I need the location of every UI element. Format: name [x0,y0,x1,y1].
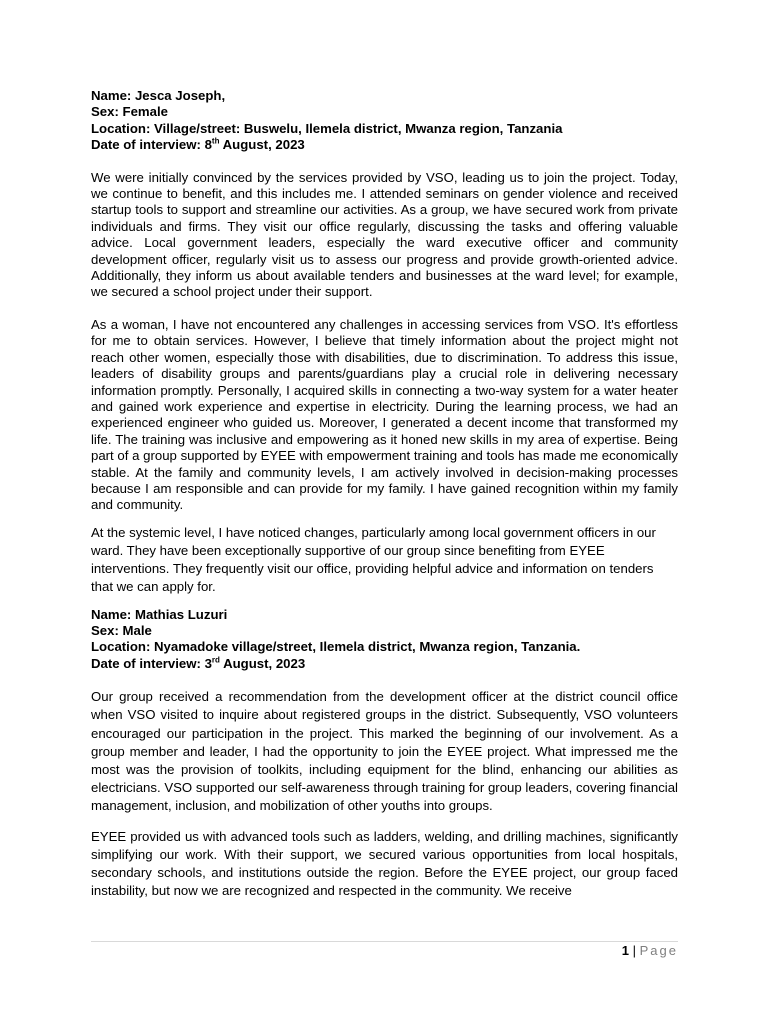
interviewee-location: Location: Village/street: Buswelu, Ilemela district, Mwanza region, Tanzania [91,120,563,136]
interviewee-name: Name: Jesca Joseph, [91,88,226,103]
interview-date: Date of interview: 8th August, 2023 [91,136,305,153]
interviewee-sex: Sex: Female [91,104,168,120]
interview-header-1 [91,88,678,154]
paragraph: EYEE provided us with advanced tools such as ladders, welding, and drilling machines, significantly simplifying our work. With their support, we secured various opportunities from local hospitals, secondary schools, and institutions outside the region. Before the EYEE project, our group faced instability, but now we are recognized and respected in the community. We receive [91,828,678,899]
page-footer [622,943,678,958]
interviewee-sex: Sex: Male [91,622,152,638]
footer-divider [91,941,678,942]
page-separator: | [629,943,640,958]
page-number: 1 [621,943,630,958]
document-body [91,88,678,900]
interviewee-name: Name: Mathias Luzuri [91,606,228,622]
interviewee-location: Location: Nyamadoke village/street, Ilemela district, Mwanza region, Tanzania. [91,639,581,655]
paragraph: Our group received a recommendation from the development officer at the district council office when VSO visited to inquire about registered groups in the district. Subsequently, VSO volunteers encouraged our participation in the project. This marked the beginning of our involvement. As a group member and leader, I had the opportunity to join the EYEE project. What impressed me the most was the provision of toolkits, including equipment for the blind, enhancing our abilities as electricians. VSO supported our self-awareness through training for group leaders, covering financial management, inclusion, and mobilization of other youths into groups. [91,689,678,814]
paragraph: As a woman, I have not encountered any challenges in accessing services from VSO. It's effortless for me to obtain services. However, I believe that timely information about the project might not reach other women, especially those with disabilities, due to discrimination. To address this issue, leaders of disability groups and parents/guardians play a crucial role in delivering necessary information promptly. Personally, I acquired skills in connecting a two-way system for a water heater and gained work experience and expertise in electricity. During the learning process, we had an experienced engineer who guided us. Moreover, I generated a decent income that transformed my life. The training was inclusive and empowering as it honed new skills in my area of expertise. Being part of a group supported by EYEE with empowerment training and tools has made me economically stable. At the family and community levels, I am actively involved in decision-making processes because I am responsible and can provide for my family. I have gained recognition within my family and community. [91,316,678,513]
page-label: Page [639,943,678,958]
paragraph: At the systemic level, I have noticed changes, particularly among local government officers in our ward. They have been exceptionally supportive of our group since benefiting from EYEE interventions. They frequently visit our office, providing helpful advice and information on tenders that we can apply for. [91,524,656,595]
interview-date: Date of interview: 3rd August, 2023 [91,655,306,671]
interview-header-2 [91,607,678,673]
paragraph: We were initially convinced by the services provided by VSO, leading us to join the project. Today, we continue to benefit, and this includes me. I attended seminars on gender violence and received startup tools to support and streamline our activities. As a group, we have secured work from private individuals and firms. They visit our office regularly, discussing the tasks and offering valuable advice. Local government leaders, especially the ward executive officer and community development officer, regularly visit us to assess our progress and provide growth-oriented advice. Additionally, they inform us about available tenders and businesses at the ward level; for example, we secured a school project under their support. [91,169,678,300]
